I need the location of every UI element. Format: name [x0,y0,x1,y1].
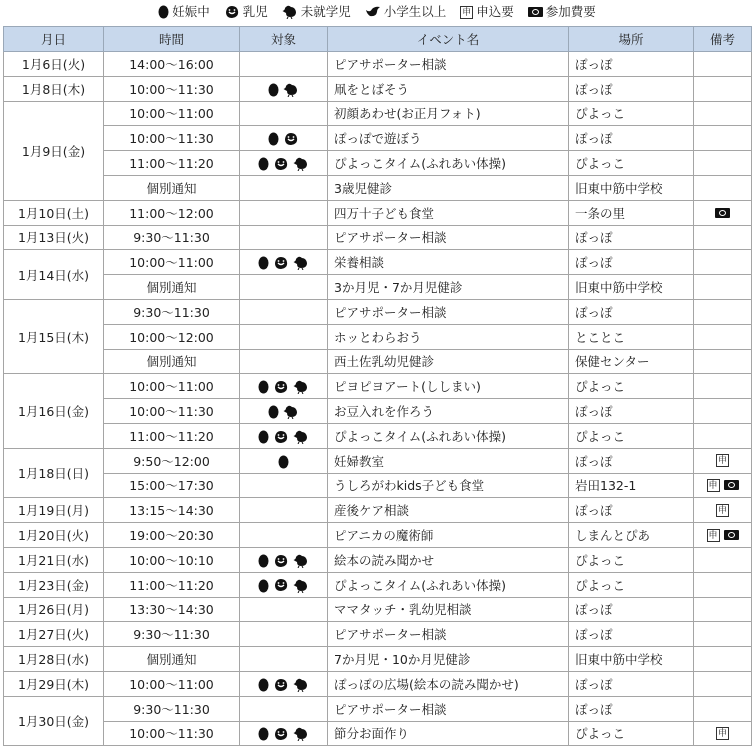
egg-icon [258,254,269,270]
target-cell [240,597,328,622]
target-cell [240,52,328,77]
notes-cell [694,399,752,424]
egg-icon [268,81,279,97]
date-cell: 1月27日(火) [4,622,104,647]
notes-cell [694,299,752,324]
fee-icon [724,530,739,540]
time-cell: 10:00～11:30 [104,126,240,151]
place-cell: ぽっぽ [569,299,694,324]
target-cell [240,126,328,151]
event-name-cell: ピアサポーター相談 [328,225,569,250]
header-event-name: イベント名 [328,27,569,52]
legend-item [365,2,447,20]
event-name-cell: 節分お面作り [328,721,569,746]
time-cell: 9:30～11:30 [104,299,240,324]
place-cell: ぽっぽ [569,225,694,250]
header-date: 月日 [4,27,104,52]
notes-cell [694,671,752,696]
time-cell: 10:00～11:30 [104,76,240,101]
time-cell: 13:15～14:30 [104,498,240,523]
application-required-icon: 申 [462,8,472,18]
date-cell: 1月14日(水) [4,250,104,300]
time-cell: 14:00～16:00 [104,52,240,77]
event-name-cell: ピアサポーター相談 [328,52,569,77]
place-cell: ぽっぽ [569,498,694,523]
time-cell: 9:50～12:00 [104,448,240,473]
notes-cell [694,225,752,250]
target-cell [240,448,328,473]
time-cell: 10:00～12:00 [104,324,240,349]
table-row [4,547,752,572]
notes-cell [694,126,752,151]
place-cell: ぽっぽ [569,597,694,622]
place-cell: ぴよっこ [569,151,694,176]
egg-icon [258,577,269,593]
place-cell: ぽっぽ [569,622,694,647]
notes-cell [694,101,752,126]
target-cell [240,572,328,597]
date-cell: 1月21日(水) [4,547,104,572]
event-name-cell: ぴよっこタイム(ふれあい体操) [328,151,569,176]
place-cell: 岩田132-1 [569,473,694,498]
legend-item [528,2,596,20]
event-name-cell: 絵本の読み聞かせ [328,547,569,572]
table-row [4,275,752,300]
table-row [4,696,752,721]
date-cell: 1月20日(火) [4,523,104,548]
date-cell: 1月6日(火) [4,52,104,77]
egg-icon [158,3,169,19]
baby-icon [273,577,289,593]
event-name-cell: 3歳児健診 [328,175,569,200]
chick-icon [283,81,299,97]
table-row [4,200,752,225]
baby-icon [283,131,299,147]
time-cell: 10:00～11:00 [104,250,240,275]
application-required-icon: 申 [717,728,727,739]
notes-cell [694,200,752,225]
table-row [4,175,752,200]
table-row [4,572,752,597]
target-cell [240,547,328,572]
chick-icon [293,254,309,270]
notes-cell [694,498,752,523]
chick-icon [293,676,309,692]
time-cell: 個別通知 [104,175,240,200]
baby-icon [273,255,289,271]
legend-item [158,2,210,20]
chick-icon [293,378,309,394]
notes-cell [694,250,752,275]
chick-icon [293,577,309,593]
event-name-cell: 妊婦教室 [328,448,569,473]
place-cell: 保健センター [569,349,694,374]
place-cell: 旧東中筋中学校 [569,647,694,672]
fee-icon [724,480,739,490]
application-required-icon: 申 [717,505,727,516]
notes-cell [694,547,752,572]
target-cell [240,349,328,374]
time-cell: 10:00～11:00 [104,101,240,126]
time-cell: 10:00～11:30 [104,399,240,424]
target-cell [240,275,328,300]
target-cell [240,671,328,696]
date-cell: 1月8日(木) [4,76,104,101]
time-cell: 19:00～20:30 [104,523,240,548]
place-cell: 旧東中筋中学校 [569,275,694,300]
target-cell [240,622,328,647]
notes-cell [694,76,752,101]
event-name-cell: お豆入れを作ろう [328,399,569,424]
event-name-cell: ホッとわらおう [328,324,569,349]
header-place: 場所 [569,27,694,52]
legend [0,0,754,22]
chick-icon [283,403,299,419]
notes-cell [694,622,752,647]
target-cell [240,721,328,746]
notes-cell [694,52,752,77]
target-cell [240,101,328,126]
fee-icon [528,4,543,19]
date-cell: 1月29日(木) [4,671,104,696]
event-name-cell: 初顔あわせ(お正月フォト) [328,101,569,126]
notes-cell [694,423,752,448]
event-name-cell: ぽっぽの広場(絵本の読み聞かせ) [328,671,569,696]
time-cell: 10:00～11:00 [104,374,240,399]
baby-icon [224,3,240,19]
table-row [4,349,752,374]
table-row [4,225,752,250]
date-cell: 1月28日(水) [4,647,104,672]
event-name-cell: ピアサポーター相談 [328,622,569,647]
event-name-cell: ピアサポーター相談 [328,299,569,324]
legend-label: 妊娠中 [172,4,210,19]
baby-icon [273,379,289,395]
event-name-cell: ママタッチ・乳幼児相談 [328,597,569,622]
time-cell: 13:30～14:30 [104,597,240,622]
time-cell: 個別通知 [104,275,240,300]
target-cell [240,399,328,424]
baby-icon [273,155,289,171]
place-cell: ぴよっこ [569,374,694,399]
notes-cell [694,324,752,349]
table-row [4,126,752,151]
time-cell: 11:00～11:20 [104,151,240,176]
date-cell: 1月18日(日) [4,448,104,498]
place-cell: ぽっぽ [569,76,694,101]
target-cell [240,151,328,176]
time-cell: 9:30～11:30 [104,696,240,721]
table-row [4,423,752,448]
target-cell [240,250,328,275]
notes-cell [694,597,752,622]
egg-icon [258,725,269,741]
target-cell [240,200,328,225]
event-name-cell: ピアニカの魔術師 [328,523,569,548]
table-header-row [4,27,752,52]
target-cell [240,374,328,399]
date-cell: 1月26日(月) [4,597,104,622]
place-cell: ぴよっこ [569,101,694,126]
place-cell: 一条の里 [569,200,694,225]
event-name-cell: うしろがわkids子ども食堂 [328,473,569,498]
legend-item [282,2,351,20]
legend-label: 参加費要 [545,4,596,19]
baby-icon [273,552,289,568]
notes-cell [694,572,752,597]
place-cell: ぽっぽ [569,696,694,721]
target-cell [240,696,328,721]
application-required-icon: 申 [708,530,718,541]
time-cell: 15:00～17:30 [104,473,240,498]
event-name-cell: ピヨピヨアート(ししまい) [328,374,569,399]
header-notes: 備考 [694,27,752,52]
place-cell: とことこ [569,324,694,349]
place-cell: ぽっぽ [569,126,694,151]
table-row [4,622,752,647]
target-cell [240,299,328,324]
notes-cell [694,721,752,746]
table-row [4,52,752,77]
event-name-cell: 栄養相談 [328,250,569,275]
place-cell: ぴよっこ [569,572,694,597]
table-row [4,721,752,746]
legend-label: 小学生以上 [383,4,447,19]
time-cell: 11:00～11:20 [104,572,240,597]
time-cell: 10:00～10:10 [104,547,240,572]
event-name-cell: 四万十子ども食堂 [328,200,569,225]
application-required-icon: 申 [708,480,718,491]
legend-item [460,2,514,20]
table-row [4,399,752,424]
notes-cell [694,374,752,399]
place-cell: ぽっぽ [569,250,694,275]
notes-cell [694,349,752,374]
table-row [4,250,752,275]
egg-icon [258,155,269,171]
table-row [4,324,752,349]
time-cell: 10:00～11:30 [104,721,240,746]
target-cell [240,523,328,548]
egg-icon [268,403,279,419]
place-cell: ぽっぽ [569,448,694,473]
notes-cell [694,696,752,721]
time-cell: 個別通知 [104,647,240,672]
fee-icon [715,208,730,218]
time-cell: 11:00～11:20 [104,423,240,448]
event-name-cell: ぽっぽで遊ぼう [328,126,569,151]
target-cell [240,498,328,523]
egg-icon [258,378,269,394]
table-row [4,374,752,399]
notes-cell [694,151,752,176]
chick-icon [293,155,309,171]
notes-cell [694,473,752,498]
notes-cell [694,275,752,300]
date-cell: 1月10日(土) [4,200,104,225]
event-schedule-table [3,26,752,746]
table-row [4,671,752,696]
place-cell: ぴよっこ [569,721,694,746]
legend-label: 乳児 [242,4,268,19]
event-name-cell: 凧をとばそう [328,76,569,101]
date-cell: 1月9日(金) [4,101,104,200]
event-name-cell: 7か月児・10か月児健診 [328,647,569,672]
bird-icon [365,4,381,19]
date-cell: 1月15日(木) [4,299,104,373]
notes-cell [694,523,752,548]
application-required-icon [460,3,473,19]
chick-icon [293,428,309,444]
time-cell: 10:00～11:00 [104,671,240,696]
legend-label: 未就学児 [300,4,351,19]
target-cell [240,647,328,672]
date-cell: 1月30日(金) [4,696,104,746]
baby-icon [273,676,289,692]
table-row [4,647,752,672]
legend-item [224,2,268,20]
fee-icon [528,7,543,17]
target-cell [240,473,328,498]
baby-icon [273,428,289,444]
baby-icon [273,726,289,742]
event-name-cell: ぴよっこタイム(ふれあい体操) [328,423,569,448]
application-required-icon: 申 [717,456,727,467]
table-row [4,101,752,126]
table-row [4,151,752,176]
chick-icon [293,725,309,741]
notes-cell [694,448,752,473]
place-cell: ぽっぽ [569,52,694,77]
date-cell: 1月13日(火) [4,225,104,250]
event-name-cell: 産後ケア相談 [328,498,569,523]
time-cell: 9:30～11:30 [104,622,240,647]
target-cell [240,324,328,349]
time-cell: 9:30～11:30 [104,225,240,250]
place-cell: ぽっぽ [569,399,694,424]
target-cell [240,225,328,250]
notes-cell [694,175,752,200]
table-row [4,299,752,324]
table-row [4,523,752,548]
header-time: 時間 [104,27,240,52]
table-row [4,498,752,523]
table-row [4,76,752,101]
chick-icon [282,3,298,19]
chick-icon [293,552,309,568]
date-cell: 1月16日(金) [4,374,104,448]
place-cell: しまんとぴあ [569,523,694,548]
egg-icon [258,428,269,444]
table-row [4,597,752,622]
place-cell: 旧東中筋中学校 [569,175,694,200]
header-target: 対象 [240,27,328,52]
egg-icon [278,453,289,469]
place-cell: ぴよっこ [569,423,694,448]
egg-icon [258,552,269,568]
time-cell: 11:00～12:00 [104,200,240,225]
target-cell [240,423,328,448]
notes-cell [694,647,752,672]
event-name-cell: ぴよっこタイム(ふれあい体操) [328,572,569,597]
table-row [4,448,752,473]
legend-label: 申込要 [476,4,514,19]
date-cell: 1月19日(月) [4,498,104,523]
date-cell: 1月23日(金) [4,572,104,597]
egg-icon [258,676,269,692]
place-cell: ぽっぽ [569,671,694,696]
event-name-cell: 3か月児・7か月児健診 [328,275,569,300]
table-row [4,473,752,498]
event-name-cell: ピアサポーター相談 [328,696,569,721]
time-cell: 個別通知 [104,349,240,374]
event-name-cell: 西土佐乳幼児健診 [328,349,569,374]
target-cell [240,175,328,200]
target-cell [240,76,328,101]
place-cell: ぴよっこ [569,547,694,572]
egg-icon [268,130,279,146]
